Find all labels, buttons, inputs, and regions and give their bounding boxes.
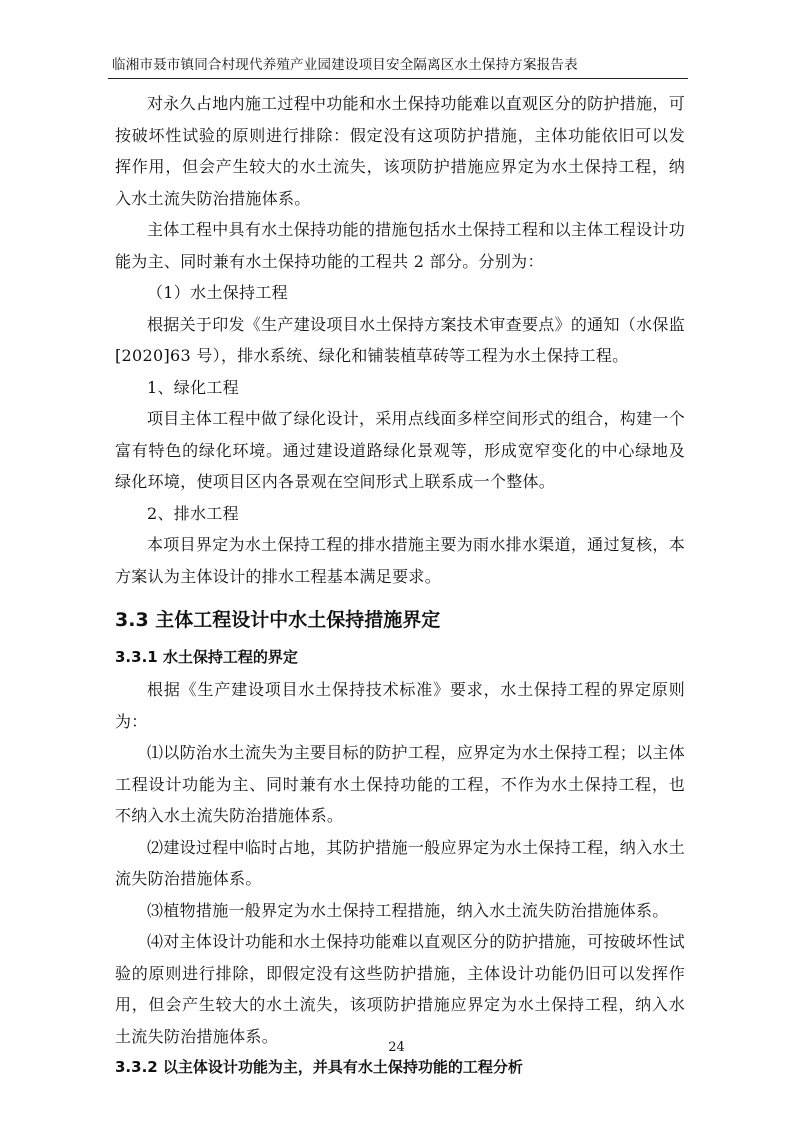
paragraph: ⑵建设过程中临时占地，其防护措施一般应界定为水土保持工程，纳入水土流失防治措施体系。 [115,837,685,888]
subheading-water-soil-works: （1）水土保持工程 [147,283,288,302]
header-divider [108,78,688,79]
paragraph: ⑶植物措施一般界定为水土保持工程措施，纳入水土流失防治措施体系。 [147,900,669,920]
page-number: 24 [388,1040,405,1055]
paragraph: 本项目界定为水土保持工程的排水措施主要为雨水排水渠道，通过复核，本方案认为主体设计的排水工程基本满足要求。 [115,535,685,586]
paragraph: 主体工程中具有水土保持功能的措施包括水土保持工程和以主体工程设计功能为主、同时兼有水土保持功能的工程共 2 部分。分别为： [115,220,685,271]
paragraph: ⑴以防治水土流失为主要目标的防护工程，应界定为水土保持工程；以主体工程设计功能为主、同时兼有水土保持功能的工程，不作为水土保持工程，也不纳入水土流失防治措施体系。 [115,743,685,825]
paragraph: 根据《生产建设项目水土保持技术标准》要求，水土保持工程的界定原则为： [115,680,685,731]
paragraph: 项目主体工程中做了绿化设计，采用点线面多样空间形式的组合，构建一个富有特色的绿化环境。通过建设道路绿化景观等，形成宽窄变化的中心绿地及绿化环境，使项目区内各景观在空间形式上联系成一个整体。 [115,409,685,491]
subheading-greening-works: 1、绿化工程 [147,377,239,397]
section-heading-3-3-2: 3.3.2 以主体设计功能为主，并具有水土保持功能的工程分析 [115,1058,523,1076]
section-heading-3-3: 3.3 主体工程设计中水土保持措施界定 [115,609,441,631]
section-heading-3-3-1: 3.3.1 水土保持工程的界定 [115,648,298,666]
page-body [115,88,685,1084]
paragraph: ⑷对主体设计功能和水土保持功能难以直观区分的防护措施，可按破坏性试验的原则进行排除，即假定没有这些防护措施，主体设计功能仍旧可以发挥作用，但会产生较大的水土流失，该项防护措施应界定为水土保持工程，纳入水土流失防治措施体系。 [115,932,685,1046]
running-header: 临湘市聂市镇同合村现代养殖产业园建设项目安全隔离区水土保持方案报告表 [112,57,578,73]
paragraph: 对永久占地内施工过程中功能和水土保持功能难以直观区分的防护措施，可按破坏性试验的原则进行排除：假定没有这项防护措施，主体功能依旧可以发挥作用，但会产生较大的水土流失，该项防护措施应界定为水土保持工程，纳入水土流失防治措施体系。 [115,94,685,208]
subheading-drainage-works: 2、排水工程 [147,503,239,523]
paragraph: 根据关于印发《生产建设项目水土保持方案技术审查要点》的通知（水保监[2020]63 号），排水系统、绿化和铺装植草砖等工程为水土保持工程。 [115,314,685,365]
